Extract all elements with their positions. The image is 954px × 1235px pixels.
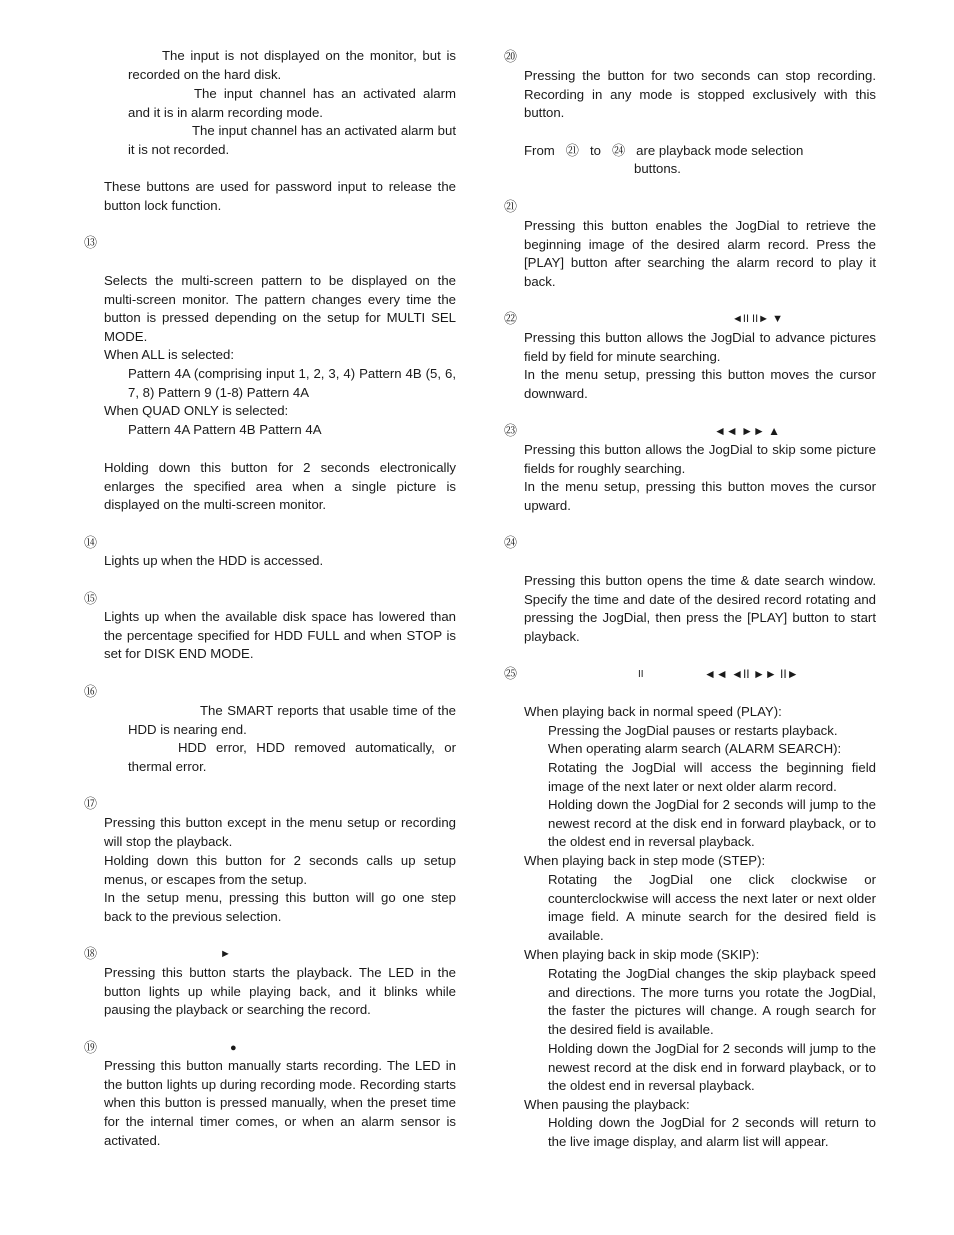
hdd-access-text: Lights up when the HDD is accessed. bbox=[104, 553, 324, 568]
skip-mode-heading: When playing back in skip mode (SKIP): bbox=[524, 947, 760, 962]
setup-menu-text: Holding down this button for 2 seconds calls up setup menus, or escapes from the setup. bbox=[104, 853, 456, 887]
skip-mode-rotate-text: Rotating the JogDial changes the skip playback speed and directions. The more turns you rotate the JogDial, the faster the pictures will change. A rough search for the desired field is available. bbox=[548, 966, 876, 1038]
smart-report-text: The SMART reports that usable time of the HDD is nearing end. bbox=[128, 703, 456, 737]
step-mode-text: Rotating the JogDial one click clockwise or counterclockwise will access the next later or next older image field. A minute search for the desired field is available. bbox=[548, 872, 876, 944]
skip-mode-hold-text: Holding down the JogDial for 2 seconds will jump to the newest record at the disk end in forward playback, or to the oldest end in reversal playback. bbox=[548, 1041, 876, 1094]
pause-icon: II bbox=[638, 669, 644, 680]
step-down-icons: ◄II II► ▼ bbox=[732, 313, 783, 325]
pausing-text: Holding down the JogDial for 2 seconds will return to the live image display, and alarm list will appear. bbox=[548, 1115, 876, 1149]
item-number-18: ⑱ bbox=[84, 946, 98, 961]
normal-speed-heading: When playing back in normal speed (PLAY): bbox=[524, 704, 782, 719]
password-text: These buttons are used for password input to release the button lock function. bbox=[104, 179, 456, 213]
item-number-25: ㉕ bbox=[504, 666, 518, 681]
when-quad-only-selected: When QUAD ONLY is selected: bbox=[104, 403, 289, 418]
item-number-16: ⑯ bbox=[84, 684, 98, 699]
item-number-15: ⑮ bbox=[84, 591, 98, 606]
skip-up-icons: ◄◄ ►► ▲ bbox=[714, 424, 781, 438]
alarm-search-rotate-text: Rotating the JogDial will access the beginning field image of the next later or next older alarm record. bbox=[548, 760, 876, 794]
record-icon: ● bbox=[230, 1042, 237, 1054]
item-number-20: ⑳ bbox=[504, 49, 518, 64]
input-not-displayed-text: The input is not displayed on the monitor, but is recorded on the hard disk. bbox=[128, 48, 456, 82]
alarm-not-recorded-text: The input channel has an activated alarm but it is not recorded. bbox=[128, 123, 456, 157]
item-number-14: ⑭ bbox=[84, 535, 98, 550]
item-number-21: ㉑ bbox=[504, 199, 518, 214]
cursor-up-text: In the menu setup, pressing this button moves the cursor upward. bbox=[524, 479, 876, 513]
skip-description: Pressing this button allows the JogDial to skip some picture fields for roughly searching. bbox=[524, 442, 876, 476]
alarm-recording-text: The input channel has an activated alarm and it is in alarm recording mode. bbox=[128, 86, 456, 120]
item-number-19: ⑲ bbox=[84, 1040, 98, 1055]
alarm-search-hold-text: Holding down the JogDial for 2 seconds will jump to the newest record at the disk end in forward playback, or to the oldest end in reversal playback. bbox=[548, 797, 876, 850]
jogdial-mode-icons: ◄◄ ◄II ►► II► bbox=[704, 667, 799, 681]
playback-mode-range-text: From ㉑ to ㉔ are playback mode selection bbox=[524, 143, 804, 158]
item-number-24: ㉔ bbox=[504, 535, 518, 550]
pattern-sequence-all: Pattern 4A (comprising input 1, 2, 3, 4) Pattern 4B (5, 6, 7, 8) Pattern 9 (1-8) Pattern 4A bbox=[128, 366, 456, 400]
electronic-zoom-text: Holding down this button for 2 seconds electronically enlarges the specified area when a single picture is displayed on the multi-screen monitor. bbox=[104, 460, 456, 513]
playback-mode-buttons-text: buttons. bbox=[634, 161, 681, 176]
multi-screen-description: Selects the multi-screen pattern to be displayed on the multi-screen monitor. The pattern changes every time the button is pressed depending on the setup for MULTI SEL MODE. bbox=[104, 273, 456, 345]
when-all-selected: When ALL is selected: bbox=[104, 347, 234, 362]
record-description: Pressing this button manually starts recording. The LED in the button lights up during recording mode. Recording starts when this button is pressed manually, when the preset time for the internal timer comes, or when an alarm sensor is activated. bbox=[104, 1058, 456, 1148]
item-number-17: ⑰ bbox=[84, 796, 98, 811]
alarm-search-heading: When operating alarm search (ALARM SEARCH): bbox=[548, 741, 842, 756]
item-number-13: ⑬ bbox=[84, 235, 98, 250]
pattern-sequence-quad: Pattern 4A Pattern 4B Pattern 4A bbox=[128, 422, 322, 437]
normal-speed-text: Pressing the JogDial pauses or restarts playback. bbox=[548, 723, 838, 738]
play-description: Pressing this button starts the playback. The LED in the button lights up while playing back, and it blinks while pausing the playback or searching the record. bbox=[104, 965, 456, 1018]
stop-recording-text: Pressing the button for two seconds can stop recording. Recording in any mode is stopped exclusively with this button. bbox=[524, 68, 876, 121]
hdd-full-text: Lights up when the available disk space has lowered than the percentage specified for HDD FULL and when STOP is set for DISK END MODE. bbox=[104, 609, 456, 662]
pausing-heading: When pausing the playback: bbox=[524, 1097, 690, 1112]
step-mode-heading: When playing back in step mode (STEP): bbox=[524, 853, 766, 868]
play-icon: ► bbox=[220, 948, 231, 960]
alarm-search-text: Pressing this button enables the JogDial to retrieve the beginning image of the desired alarm record. Press the [PLAY] button after searching the alarm record to play it back. bbox=[524, 218, 876, 290]
hdd-error-text: HDD error, HDD removed automatically, or thermal error. bbox=[128, 740, 456, 774]
setup-step-back-text: In the setup menu, pressing this button will go one step back to the previous selection. bbox=[104, 890, 456, 924]
item-number-22: ㉒ bbox=[504, 311, 518, 326]
cursor-down-text: In the menu setup, pressing this button moves the cursor downward. bbox=[524, 367, 876, 401]
stop-playback-text: Pressing this button except in the menu setup or recording will stop the playback. bbox=[104, 815, 456, 849]
item-number-23: ㉓ bbox=[504, 423, 518, 438]
time-date-search-text: Pressing this button opens the time & date search window. Specify the time and date of the desired record rotating and pressing the JogDial, then press the [PLAY] button to start playback. bbox=[524, 573, 876, 645]
step-description: Pressing this button allows the JogDial to advance pictures field by field for minute searching. bbox=[524, 330, 876, 364]
